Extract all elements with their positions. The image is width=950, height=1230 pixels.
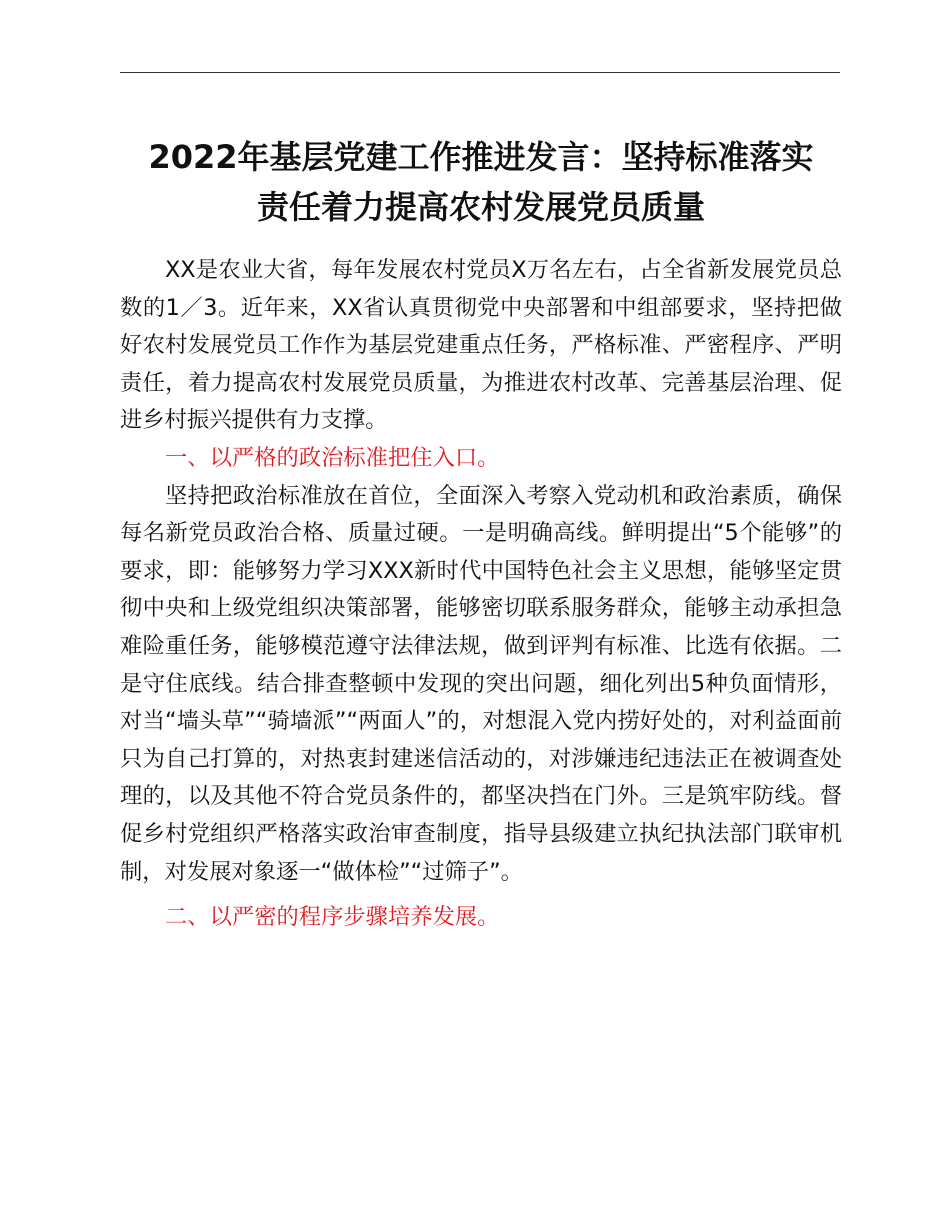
title-line-1: 2022年基层党建工作推进发言：坚持标准落实 (148, 138, 814, 176)
intro-paragraph: XX是农业大省，每年发展农村党员X万名左右，占全省新发展党员总数的1／3。近年来，XX省认真贯彻党中央部署和中组部要求，坚持把做好农村发展党员工作作为基层党建重点任务，严格标准、严密程序、严明责任，着力提高农村发展党员质量，为推进农村改革、完善基层治理、促进乡村振兴提供有力支撑。 (120, 257, 842, 434)
header-rule (120, 72, 840, 73)
section-1-paragraph: 坚持把政治标准放在首位，全面深入考察入党动机和政治素质，确保每名新党员政治合格、质量过硬。一是明确高线。鲜明提出“5个能够”的要求，即：能够努力学习XXX新时代中国特色社会主义思想，能够坚定贯彻中央和上级党组织决策部署，能够密切联系服务群众，能够主动承担急难险重任务，能够模范遵守法律法规，做到评判有标准、比选有依据。二是守住底线。结合排查整顿中发现的突出问题，细化列出5种负面情形，对当“墙头草”“骑墙派”“两面人”的，对想混入党内捞好处的，对利益面前只为自己打算的，对热衷封建迷信活动的，对涉嫌违纪违法正在被调查处理的，以及其他不符合党员条件的，都坚决挡在门外。三是筑牢防线。督促乡村党组织严格落实政治审查制度，指导县级建立执纪执法部门联审机制，对发展对象逐一“做体检”“过筛子”。 (120, 482, 842, 885)
title-line-2: 责任着力提高农村发展党员质量 (256, 188, 705, 226)
section-2-heading: 二、以严密的程序步骤培养发展。 (165, 904, 500, 931)
document-body (120, 132, 842, 937)
document-title (120, 132, 842, 232)
section-1-heading: 一、以严格的政治标准把住入口。 (165, 444, 500, 471)
body-text (120, 252, 842, 937)
